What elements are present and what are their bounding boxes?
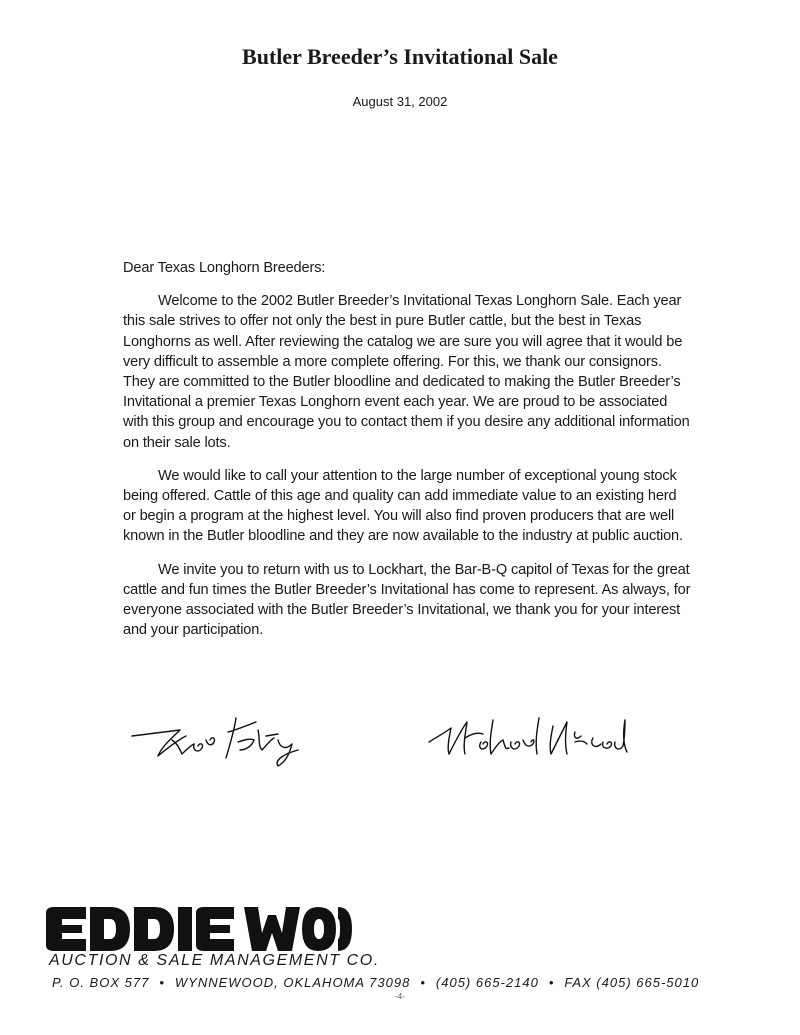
signature-right xyxy=(425,712,635,762)
company-subtitle: AUCTION & SALE MANAGEMENT CO. xyxy=(49,952,380,969)
separator: • xyxy=(159,975,165,990)
address: WYNNEWOOD, OKLAHOMA 73098 xyxy=(174,975,411,990)
phone: (405) 665-2140 xyxy=(435,975,539,990)
letter-date: August 31, 2002 xyxy=(352,94,448,109)
page-title: Butler Breeder’s Invitational Sale xyxy=(242,44,558,69)
separator: • xyxy=(548,975,555,990)
salutation: Dear Texas Longhorn Breeders: xyxy=(123,260,326,276)
separator: • xyxy=(420,975,426,990)
letter-body xyxy=(123,258,693,653)
paragraph-welcome: Welcome to the 2002 Butler Breeder’s Invitational Texas Longhorn Sale. Each year this sale strives to offer not only the best in pure Butler cattle, but the best in Texas Longhorns as well. After reviewing the catalog we are sure you will agree that it would be very difficult to assemble a more complete offering. For this, we thank our consignors. They are committed to the Butler bloodline and dedicated to making the Butler Breeder’s Invitational a premier Texas Longhorn event each year. We are proud to be associated with this group and encourage you to contact them if you desire any additional information on their sale lots. xyxy=(123,293,690,451)
contact-line xyxy=(52,975,762,990)
signature-left xyxy=(128,710,328,768)
signatures xyxy=(0,708,800,778)
eddie-wood-logo xyxy=(46,903,356,953)
paragraph-young-stock: We would like to call your attention to the large number of exceptional young stock being offered. Cattle of this age and quality can add immediate value to an existing herd or begin a program at the highest level. You will also find proven producers that are well known in the Butler bloodline and they are now available to the industry at public auction. xyxy=(123,467,683,545)
po-box: P. O. BOX 577 xyxy=(52,975,150,990)
paragraph-invitation: We invite you to return with us to Lockhart, the Bar-B-Q capitol of Texas for the great cattle and fun times the Butler Breeder’s Invitational has come to represent. As always, for everyone associated with the Butler Breeder’s Invitational, we thank you for your interest and your participation. xyxy=(123,561,691,639)
logo-wordmark xyxy=(46,903,356,953)
page-number: -4- xyxy=(395,992,405,1001)
fax: FAX (405) 665-5010 xyxy=(564,975,700,990)
logo-text xyxy=(356,903,357,904)
